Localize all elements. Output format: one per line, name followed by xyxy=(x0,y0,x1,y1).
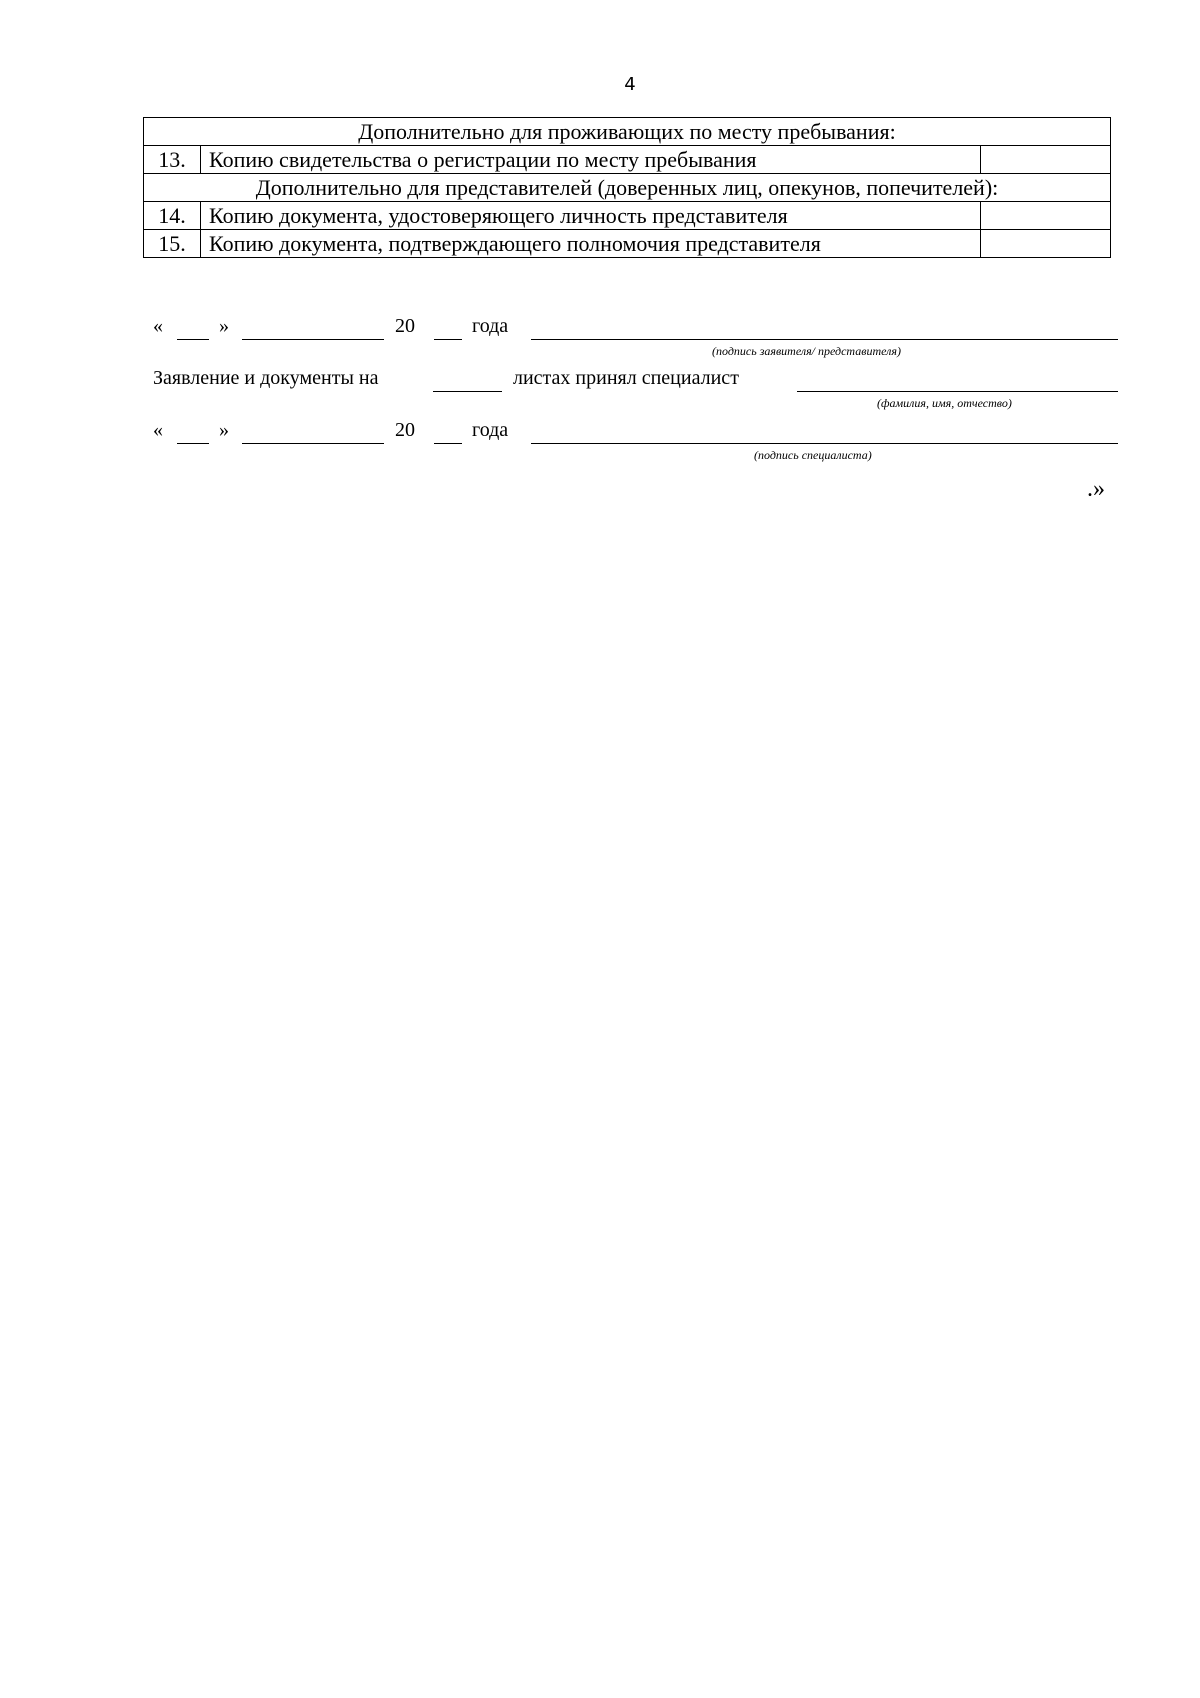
day-blank xyxy=(177,443,209,444)
year-blank xyxy=(434,443,462,444)
year-blank xyxy=(434,339,462,340)
month-blank xyxy=(242,443,384,444)
year-suffix: года xyxy=(472,315,509,337)
closing-quote: .» xyxy=(1087,476,1105,502)
row-text: Копию документа, удостоверяющего личность представителя xyxy=(201,202,981,230)
row-mark-cell xyxy=(981,146,1111,174)
row-number: 14. xyxy=(144,202,201,230)
quote-open: « xyxy=(153,419,163,441)
accepted-prefix: Заявление и документы на xyxy=(153,367,379,389)
documents-table xyxy=(143,117,1111,258)
section-heading-temporary-residents: Дополнительно для проживающих по месту пребывания: xyxy=(144,118,1111,146)
quote-close: » xyxy=(219,419,229,441)
month-blank xyxy=(242,339,384,340)
row-number: 15. xyxy=(144,230,201,258)
specialist-name-line xyxy=(797,391,1118,392)
day-blank xyxy=(177,339,209,340)
quote-open: « xyxy=(153,315,163,337)
row-text: Копию документа, подтверждающего полномочия представителя xyxy=(201,230,981,258)
table-row xyxy=(144,146,1111,174)
year-prefix: 20 xyxy=(395,315,415,337)
table-row xyxy=(144,230,1111,258)
section-heading-representatives: Дополнительно для представителей (доверенных лиц, опекунов, попечителей): xyxy=(144,174,1111,202)
table-section-row xyxy=(144,118,1111,146)
row-number: 13. xyxy=(144,146,201,174)
quote-close: » xyxy=(219,315,229,337)
year-prefix: 20 xyxy=(395,419,415,441)
row-mark-cell xyxy=(981,230,1111,258)
table-section-row xyxy=(144,174,1111,202)
row-text: Копию свидетельства о регистрации по месту пребывания xyxy=(201,146,981,174)
year-suffix: года xyxy=(472,419,509,441)
applicant-signature-line xyxy=(531,339,1118,340)
table-row xyxy=(144,202,1111,230)
applicant-signature-caption: (подпись заявителя/ представителя) xyxy=(712,344,901,358)
specialist-signature-line xyxy=(531,443,1118,444)
page-number: 4 xyxy=(624,74,636,95)
accepted-middle: листах принял специалист xyxy=(513,367,739,389)
sheets-count-blank xyxy=(433,391,502,392)
specialist-name-caption: (фамилия, имя, отчество) xyxy=(877,396,1012,410)
row-mark-cell xyxy=(981,202,1111,230)
specialist-signature-caption: (подпись специалиста) xyxy=(754,448,872,462)
